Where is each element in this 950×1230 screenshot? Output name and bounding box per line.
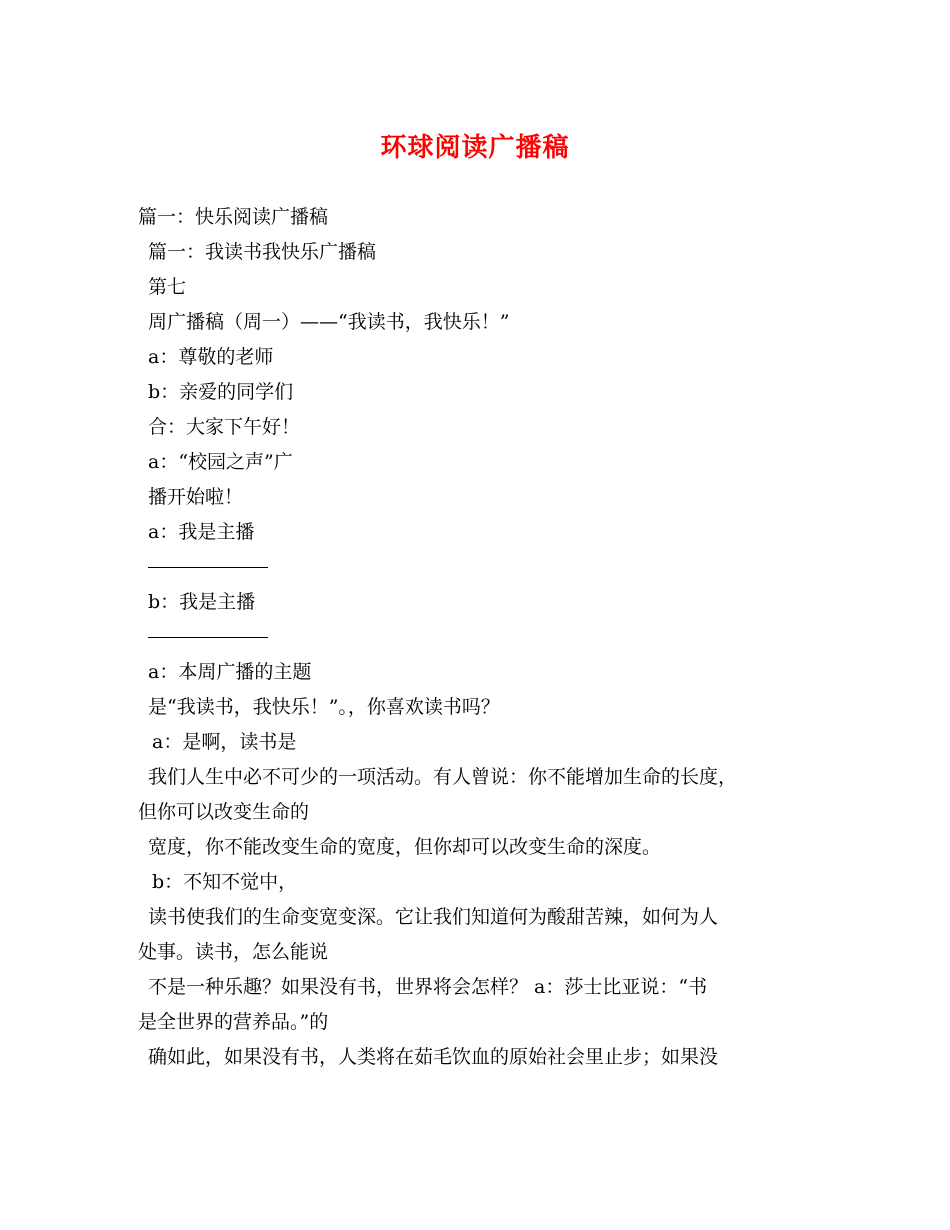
blank-underline [138,620,828,655]
text-line: b：我是主播 [148,591,256,613]
document-body [138,200,828,1075]
text-line: a：本周广播的主题 [148,661,312,683]
document-title: 环球阅读广播稿 [380,133,570,163]
text-line: 是“我读书，我快乐！”。，你喜欢读书吗？ [148,696,500,718]
text-line: 但你可以改变生命的 [138,801,310,823]
text-line: a：我是主播 [148,521,255,543]
text-line: 读书使我们的生命变宽变深。它让我们知道何为酸甜苦辣，如何为人 [148,906,719,928]
text-line: 宽度，你不能改变生命的宽度，但你却可以改变生命的深度。 [148,836,662,858]
text-line: 处事。读书，怎么能说 [138,941,329,963]
blank-underline [138,550,828,585]
text-line: 不是一种乐趣？如果没有书，世界将会怎样？ a：莎士比亚说：“书 [148,976,708,998]
text-line: b：不知不觉中， [152,871,298,893]
text-line: 周广播稿（周一）——“我读书，我快乐！” [148,311,510,333]
text-line: a：是啊，读书是 [152,731,297,753]
text-line: a：尊敬的老师 [148,346,274,368]
text-line: 第七 [148,276,187,298]
text-line: 合：大家下午好！ [148,416,301,438]
text-line: b：亲爱的同学们 [148,381,294,403]
text-line: 篇一：我读书我快乐广播稿 [148,241,377,263]
text-line: 确如此，如果没有书，人类将在茹毛饮血的原始社会里止步；如果没 [148,1046,719,1068]
text-line: 篇一：快乐阅读广播稿 [138,206,329,228]
text-line: 是全世界的营养品。”的 [138,1011,329,1033]
text-line: 我们人生中必不可少的一项活动。有人曾说：你不能增加生命的长度， [148,766,738,788]
text-line: a：“校园之声”广 [148,451,293,473]
text-line: 播开始啦！ [148,486,244,508]
